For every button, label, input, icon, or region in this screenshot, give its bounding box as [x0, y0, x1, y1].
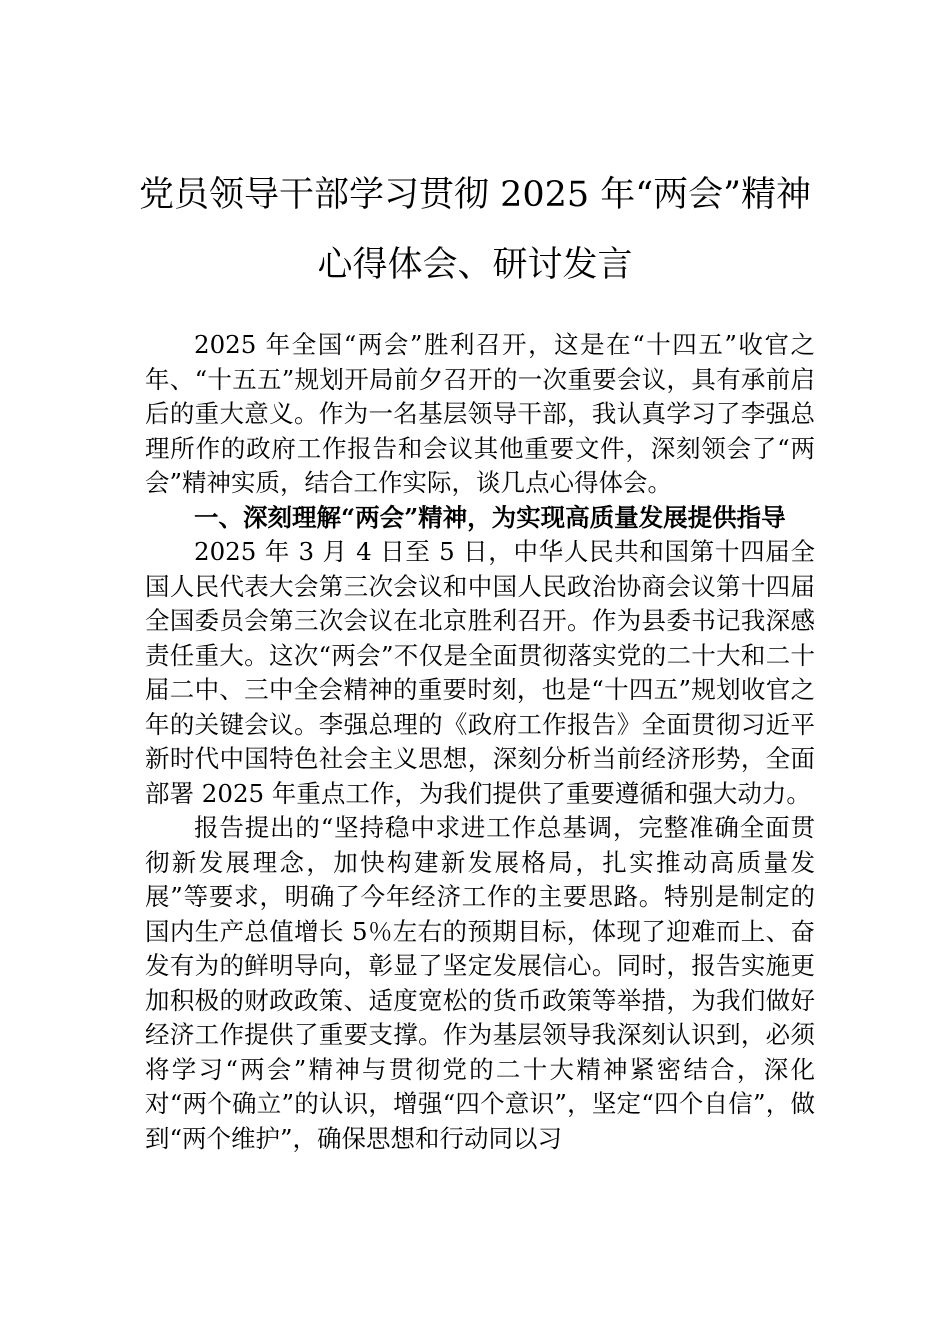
document-title	[0, 160, 950, 300]
document-body	[145, 328, 815, 1156]
paragraph-section-1-a: 2025 年 3 月 4 日至 5 日，中华人民共和国第十四届全国人民代表大会第三次会议和中国人民政治协商会议第十四届全国委员会第三次会议在北京胜利召开。作为县委书记我深感责任重大。这次“两会”不仅是全面贯彻落实党的二十大和二十届二中、三中全会精神的重要时刻，也是“十四五”规划收官之年的关键会议。李强总理的《政府工作报告》全面贯彻习近平新时代中国特色社会主义思想，深刻分析当前经济形势，全面部署 2025 年重点工作，为我们提供了重要遵循和强大动力。	[145, 537, 815, 808]
title-line-2: 心得体会、研讨发言	[317, 245, 633, 285]
title-line-1: 党员领导干部学习贯彻 2025 年“两会”精神	[138, 175, 812, 215]
paragraph-section-1-b: 报告提出的“坚持稳中求进工作总基调，完整准确全面贯彻新发展理念，加快构建新发展格局，扎实推动高质量发展”等要求，明确了今年经济工作的主要思路。特别是制定的国内生产总值增长 5％左右的预期目标，体现了迎难而上、奋发有为的鲜明导向，彰显了坚定发展信心。同时，报告实施更加积极的财政政策、适度宽松的货币政策等举措，为我们做好经济工作提供了重要支撑。作为基层领导我深刻认识到，必须将学习“两会”精神与贯彻党的二十大精神紧密结合，深化对“两个确立”的认识，增强“四个意识”，坚定“四个自信”，做到“两个维护”，确保思想和行动同以习	[145, 813, 815, 1153]
paragraph-intro: 2025 年全国“两会”胜利召开，这是在“十四五”收官之年、“十五五”规划开局前夕召开的一次重要会议，具有承前启后的重大意义。作为一名基层领导干部，我认真学习了李强总理所作的政府工作报告和会议其他重要文件，深刻领会了“两会”精神实质，结合工作实际，谈几点心得体会。	[145, 330, 815, 497]
section-heading-1: 一、深刻理解“两会”精神，为实现高质量发展提供指导	[194, 502, 786, 532]
